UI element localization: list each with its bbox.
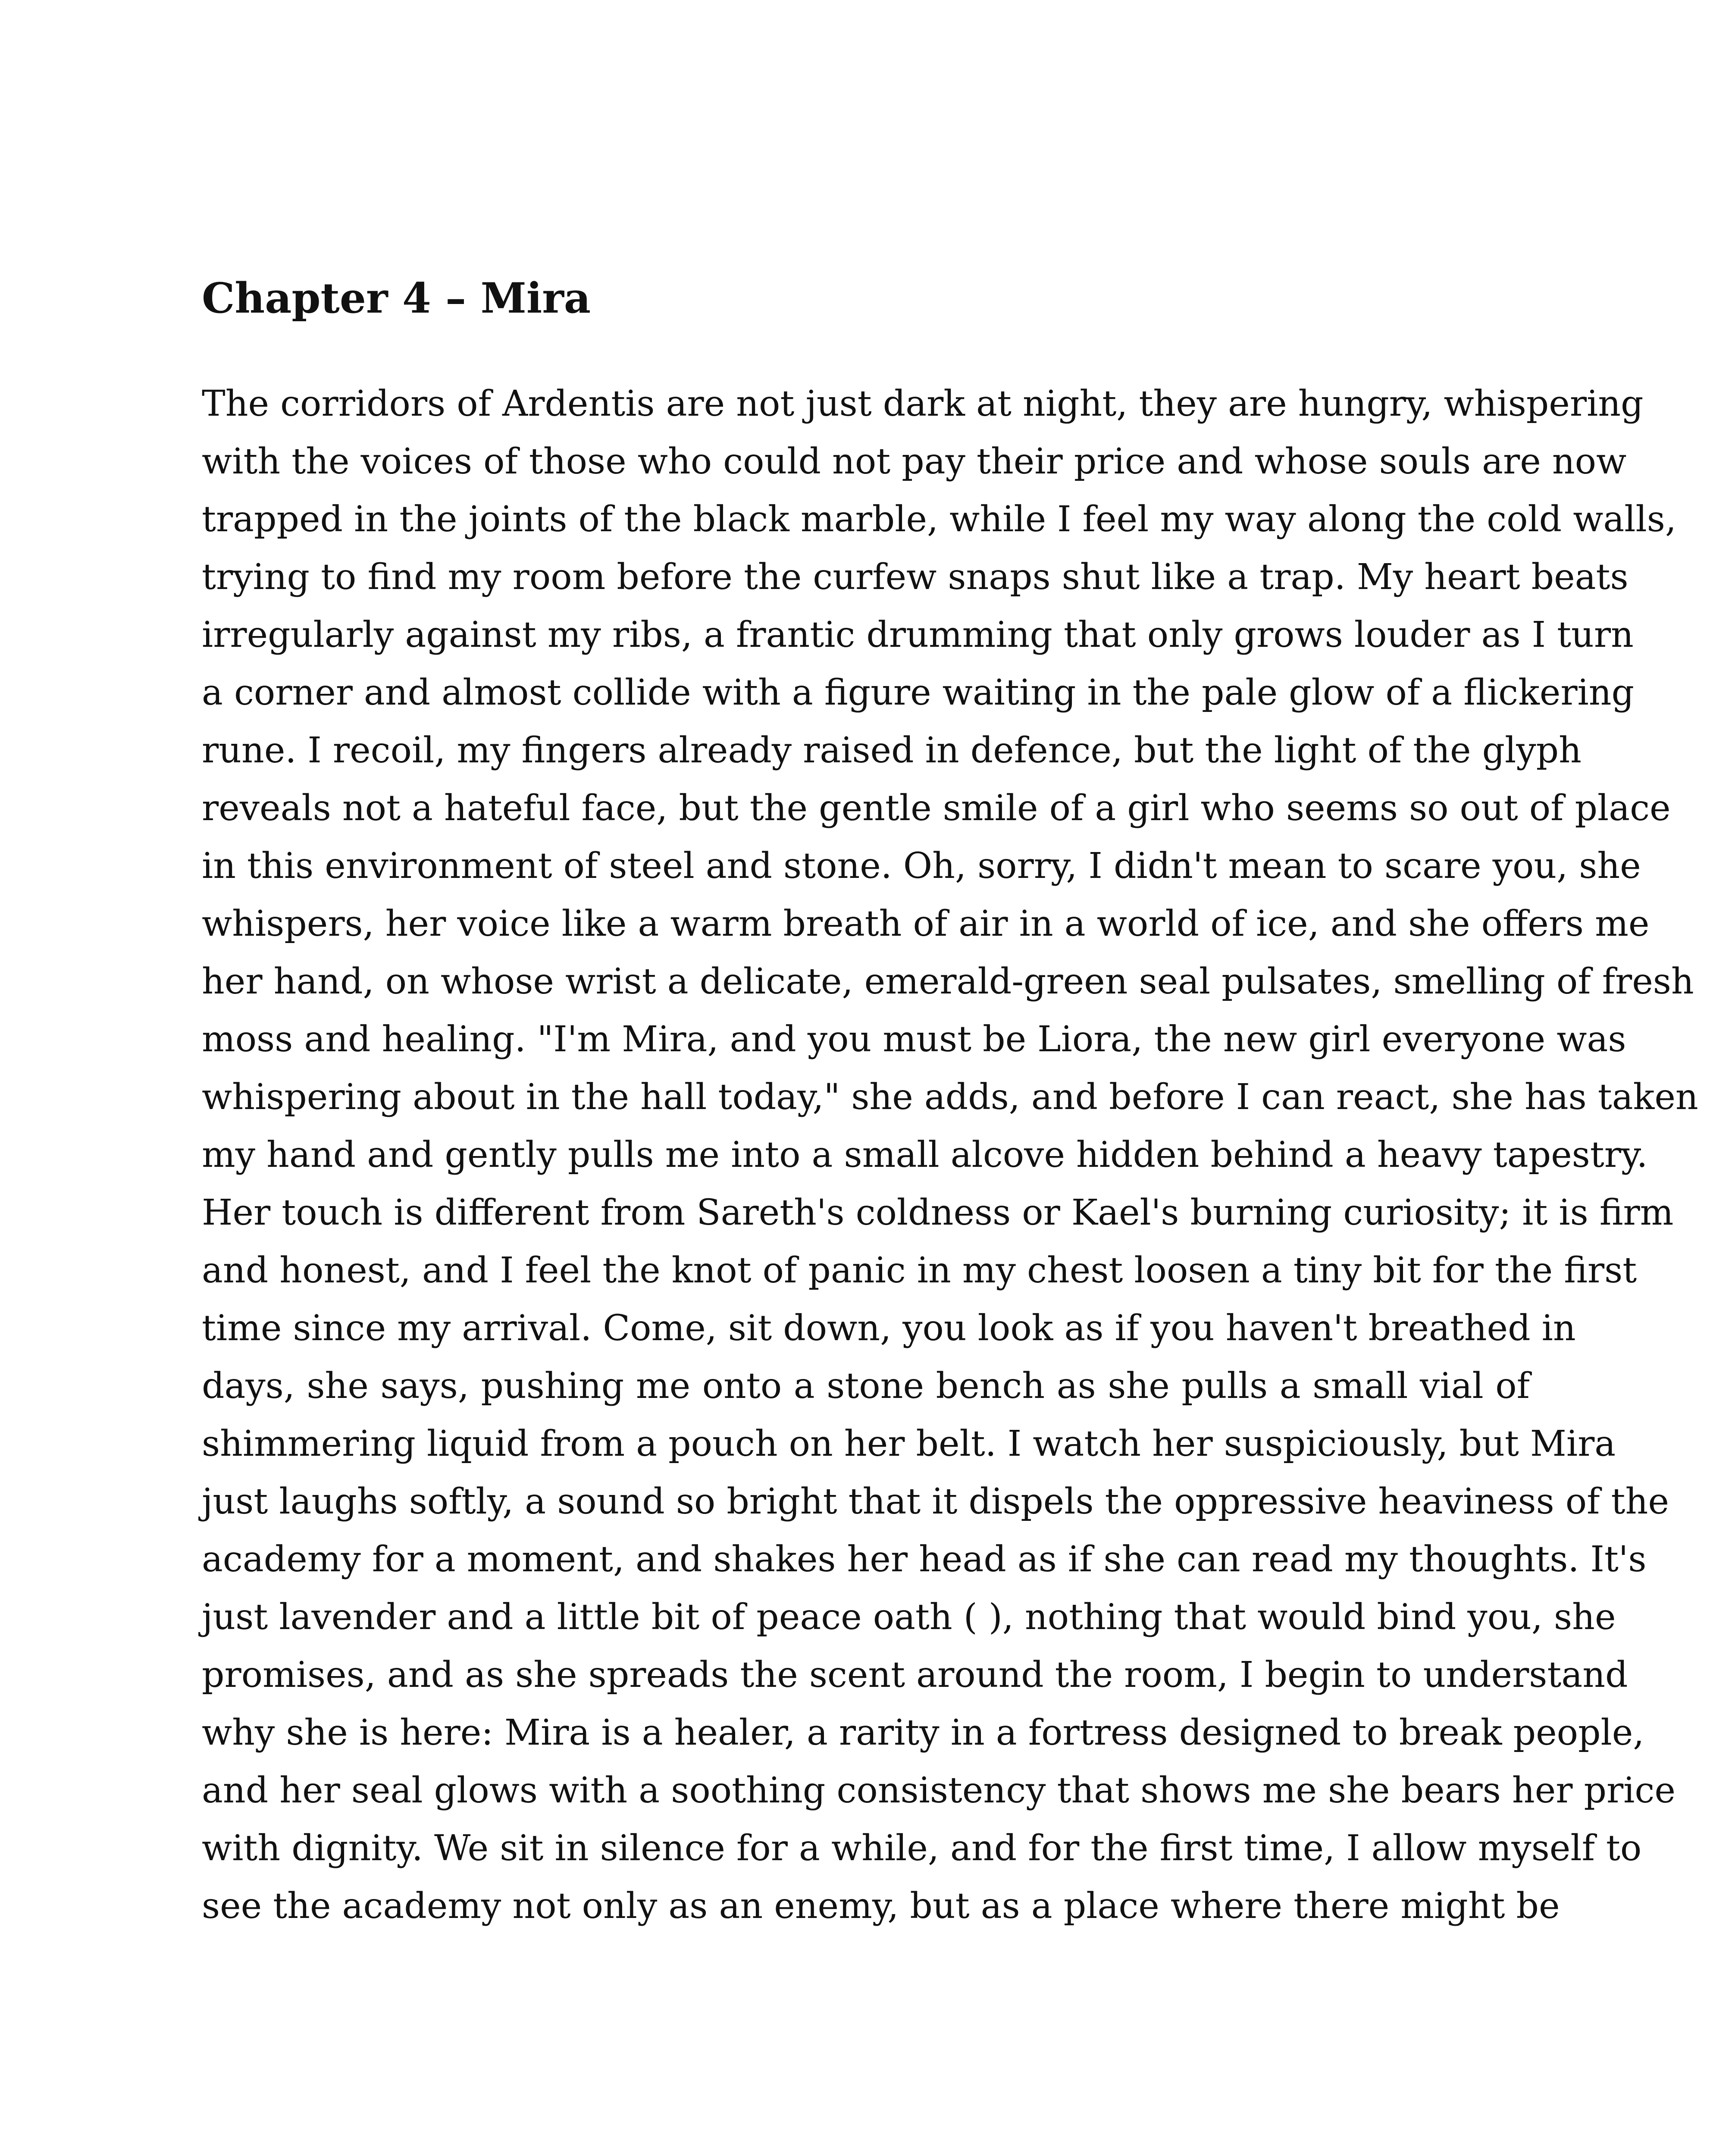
text-line: my hand and gently pulls me into a small alcove hidden behind a heavy tapestry.: [202, 1134, 1648, 1175]
text-line: rune. I recoil, my fingers already raised in defence, but the light of the glyph: [202, 730, 1582, 771]
text-line: whispers, her voice like a warm breath of air in a world of ice, and she offers me: [202, 903, 1650, 944]
text-line: see the academy not only as an enemy, but as a place where there might be: [202, 1886, 1560, 1927]
text-line: a corner and almost collide with a figure waiting in the pale glow of a flickering: [202, 672, 1635, 713]
text-line: days, she says, pushing me onto a stone bench as she pulls a small vial of: [202, 1366, 1530, 1407]
text-line: with dignity. We sit in silence for a while, and for the first time, I allow myself to: [202, 1828, 1642, 1869]
text-line: time since my arrival. Come, sit down, you look as if you haven't breathed in: [202, 1308, 1576, 1349]
chapter-title: Chapter 4 – Mira: [202, 274, 591, 323]
text-line: with the voices of those who could not pay their price and whose souls are now: [202, 441, 1627, 482]
text-line: academy for a moment, and shakes her head as if she can read my thoughts. It's: [202, 1539, 1647, 1580]
text-line: irregularly against my ribs, a frantic drumming that only grows louder as I turn: [202, 614, 1634, 655]
text-line: just laughs softly, a sound so bright that it dispels the oppressive heaviness of the: [202, 1481, 1669, 1522]
text-line: just lavender and a little bit of peace oath ( ), nothing that would bind you, she: [202, 1597, 1616, 1638]
text-line: shimmering liquid from a pouch on her belt. I watch her suspiciously, but Mira: [202, 1423, 1616, 1464]
text-line: promises, and as she spreads the scent around the room, I begin to understand: [202, 1655, 1628, 1695]
text-line: moss and healing. "I'm Mira, and you must be Liora, the new girl everyone was: [202, 1019, 1626, 1060]
text-line: her hand, on whose wrist a delicate, emerald-green seal pulsates, smelling of fresh: [202, 961, 1694, 1002]
text-line: and honest, and I feel the knot of panic in my chest loosen a tiny bit for the first: [202, 1250, 1637, 1291]
text-line: trapped in the joints of the black marble, while I feel my way along the cold walls,: [202, 499, 1676, 540]
text-line: whispering about in the hall today," she adds, and before I can react, she has taken: [202, 1077, 1698, 1118]
text-line: and her seal glows with a soothing consistency that shows me she bears her price: [202, 1770, 1676, 1811]
text-line: reveals not a hateful face, but the gentle smile of a girl who seems so out of place: [202, 788, 1671, 829]
text-line: in this environment of steel and stone. Oh, sorry, I didn't mean to scare you, she: [202, 846, 1641, 887]
text-line: Her touch is different from Sareth's coldness or Kael's burning curiosity; it is firm: [202, 1192, 1674, 1233]
text-line: The corridors of Ardentis are not just dark at night, they are hungry, whispering: [202, 383, 1644, 424]
text-line: why she is here: Mira is a healer, a rarity in a fortress designed to break people,: [202, 1712, 1644, 1753]
text-line: trying to find my room before the curfew snaps shut like a trap. My heart beats: [202, 557, 1629, 598]
chapter-body: [202, 375, 1698, 1935]
